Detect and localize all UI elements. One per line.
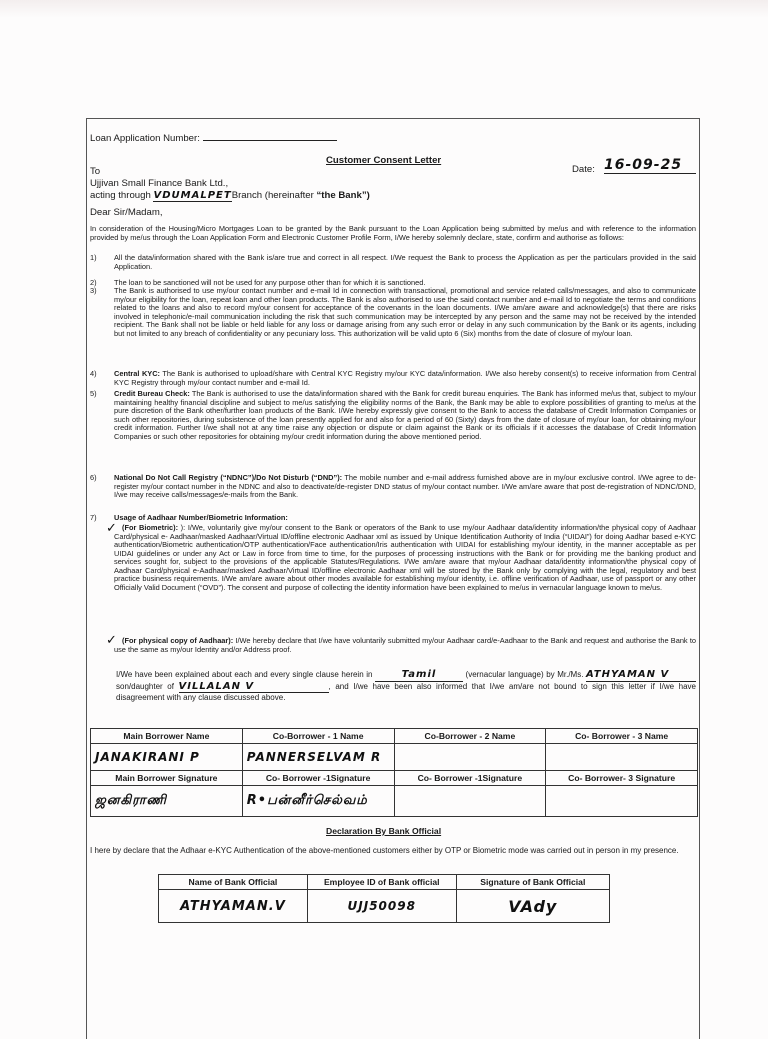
clause-4: 4) Central KYC: The Bank is authorised to upload/share with Central KYC Registry my/our KYC data/information. I/We also hereby consent(s) to receive information from Central KYC Registry through my/our contact number and e-mail Id.	[90, 369, 696, 387]
explainer-name-field: ATHYAMAN V	[586, 670, 696, 682]
table-header: Co- Borrower -1Signature	[394, 771, 546, 786]
table-row	[159, 875, 610, 890]
table-header: Co- Borrower - 3 Name	[546, 729, 698, 744]
clause-7: 7) Usage of Aadhaar Number/Biometric Information:	[90, 513, 288, 522]
acting-through-line: acting through VDUMALPETBranch (hereinafter “the Bank”)	[90, 190, 370, 201]
main-borrower-signature: ஜனகிராணி	[91, 786, 243, 817]
letter-title: Customer Consent Letter	[326, 155, 442, 166]
branch-name: VDUMALPET	[153, 190, 232, 201]
checkmark-icon: ✓	[106, 521, 118, 536]
date-value: 16-09-25	[604, 157, 696, 174]
bank-official-table	[158, 874, 610, 923]
biometric-consent: (For Biometric): ): I/We, voluntarily give my/our consent to the Bank or operators of the Bank to use my/our Aadhaar data/identity information/the physical copy of Aadhaar Card/physical e- Aadhaar/masked Aadhaar/Virtual ID/offline electronic Aadhaar xml as issued by Unique Identification Authority of India (“UIDAI”) for doing Aadhar based e-KYC authentication/Biometric authentication/OTP authentication/Face authentication/Iris authentication with UIDAI for establishing my/our identity, in the manner acceptable as per UIDAI guidelines or under any Act or Law in force from time to time, for the purposes of processing instructions with the Bank or for providing me the banking product and services sought for, subject to the provisions of the applicable Statutes/Regulations. I/We am/are aware that my/our Aadhaar data/identity information/the physical copy of Aadhaar Card/physical e-Aadhaar/masked Aadhaar/Virtual ID/offline electronic Aadhaar xml will be stored by the Bank only by complying with the legal, regulatory and best practice business requirements. I/We am/are aware about other modes available for establishing my/our identity, i.e. offline verification of Aadhaar, use of passport or any other Officially Valid Document (“OVD”). The consent and purpose of collecting the identity information have been explained to me/us in vernacular language known to me/us.	[114, 523, 696, 592]
table-header: Co-Borrower - 1 Name	[242, 729, 394, 744]
salutation: Dear Sir/Madam,	[90, 207, 163, 218]
intro-paragraph: In consideration of the Housing/Micro Mortgages Loan to be granted by the Bank pursuant to the Loan Application being submitted by me/us and with reference to the information provided by me/us through the Loan Application Form and Electronic Customer Profile Form, I/We hereby solemnly declare, state, confirm and authorise as follows:	[90, 224, 696, 242]
co-borrower-2-name	[394, 744, 546, 771]
bank-official-employee-id: UJJ50098	[307, 890, 456, 923]
co-borrower-1-signature: R•பன்னீர்செல்வம்	[242, 786, 394, 817]
table-row	[159, 890, 610, 923]
clause-3: 3) The Bank is authorised to use my/our contact number and e-mail Id in connection with transactional, promotional and service related calls/messages, and also to communicate my/our eligibility for the loan, repeat loan and other loan products. The Bank is also authorised to use the said contact number and e-mail Id to negotiate the terms and conditions related to the loans and also to record my/our consent for acceptance of the covenants in the loan documents. I/We am/are aware and acknowledge(s) that there are risks involved in telephonic/e-mail communication including the risk that such communication may be intercepted by any person and the same may not be received by the intended recipient. The Bank shall not be liable or held liable for any loss or damage arising from any such error or delay in any such communication by the Bank or its agents, including but not limited to any breach of confidentiality or any pecuniary loss. This authorization will be valid upto 6 (Six) months from the date of closure of my/our loan.	[90, 286, 696, 338]
clause-2: 2) The loan to be sanctioned will not be used for any purpose other than for which it is sanctioned.	[90, 278, 426, 287]
date-label: Date:	[572, 164, 595, 175]
table-row	[91, 744, 698, 771]
co-borrower-3-name	[546, 744, 698, 771]
loan-number-blank	[203, 131, 337, 141]
co-borrower-3-signature	[546, 786, 698, 817]
scan-edge	[0, 0, 768, 18]
table-row	[91, 771, 698, 786]
language-field: Tamil	[375, 670, 463, 682]
clause-5: 5) Credit Bureau Check: The Bank is authorised to use the data/information shared with the Bank for credit bureau enquiries. The Bank has informed me/us that, subject to my/our maintaining healthy financial discipline and subject to me/us satisfying the eligibility norms of the Bank, the Bank may be able to explore possibilities of granting to me/us at the pure discretion of the Bank other/further loan products of the Bank. I/We hereby expressly give consent to the Bank to access the database of Credit Information Companies or such other repositories, during subsistence of the loan presently applied for and also for a period of 60 (Sixty) days from the date of closure of my/our loan, for obtaining my/our credit information. Further I/we shall not at any time raise any objection or dispute or claim against the Bank or its officials if it accesses the database of Credit Information Companies or such other repositories for obtaining my/our credit information during the above mentioned period.	[90, 389, 696, 441]
bank-official-name: ATHYAMAN.V	[159, 890, 308, 923]
table-header: Name of Bank Official	[159, 875, 308, 890]
parent-name-field: VILLALAN V	[179, 682, 329, 694]
bank-official-signature: VAdy	[456, 890, 609, 923]
co-borrower-1-name: PANNERSELVAM R	[242, 744, 394, 771]
table-header: Main Borrower Signature	[91, 771, 243, 786]
table-header: Co- Borrower -1Signature	[242, 771, 394, 786]
checkmark-icon: ✓	[106, 633, 118, 648]
table-header: Signature of Bank Official	[456, 875, 609, 890]
table-header: Employee ID of Bank official	[307, 875, 456, 890]
loan-application-number: Loan Application Number:	[90, 131, 337, 144]
declaration-title: Declaration By Bank Official	[326, 826, 442, 836]
clause-6: 6) National Do Not Call Registry (“NDNC”)/Do Not Disturb (“DND”): The mobile number and e-mail address furnished above are in my/our exclusive control. I/We agree to de-register my/our contact number in the NDNC and also to deactivate/de-register DND status of my/our contact number. I/We am/are aware that post de-registration of NDNC/DND, I/we may receive calls/messages/e-mails from the Bank.	[90, 473, 696, 500]
table-row	[91, 786, 698, 817]
physical-aadhaar-consent: (For physical copy of Aadhaar): I/We hereby declare that I/we have voluntarily submitted my/our Aadhaar card/e-Aadhaar to the Bank and request and authorise the Bank to use the same as my/our Identity and/or Address proof.	[114, 636, 696, 654]
vernacular-declaration: I/We have been explained about each and every single clause herein in Tamil (vernacular language) by Mr./Ms. ATHYAMAN V son/daughter of VILLALAN V , and I/we have been also informed that I/we am/are not bound to sign this letter if I/we have disagreement with any clause discussed above.	[116, 669, 696, 702]
table-header: Co- Borrower- 3 Signature	[546, 771, 698, 786]
table-row	[91, 729, 698, 744]
table-header: Main Borrower Name	[91, 729, 243, 744]
borrower-table	[90, 728, 698, 817]
to-label: To	[90, 166, 101, 177]
declaration-text: I here by declare that the Adhaar e-KYC Authentication of the above-mentioned customers either by OTP or Biometric mode was carried out in person in my presence.	[90, 846, 679, 855]
co-borrower-2-signature	[394, 786, 546, 817]
main-borrower-name: JANAKIRANI P	[91, 744, 243, 771]
table-header: Co-Borrower - 2 Name	[394, 729, 546, 744]
bank-name: Ujjivan Small Finance Bank Ltd.,	[90, 178, 229, 189]
clause-1: 1) All the data/information shared with the Bank is/are true and correct in all respect. I/We request the Bank to process the Application as per the particulars provided in the said Application.	[90, 253, 696, 271]
